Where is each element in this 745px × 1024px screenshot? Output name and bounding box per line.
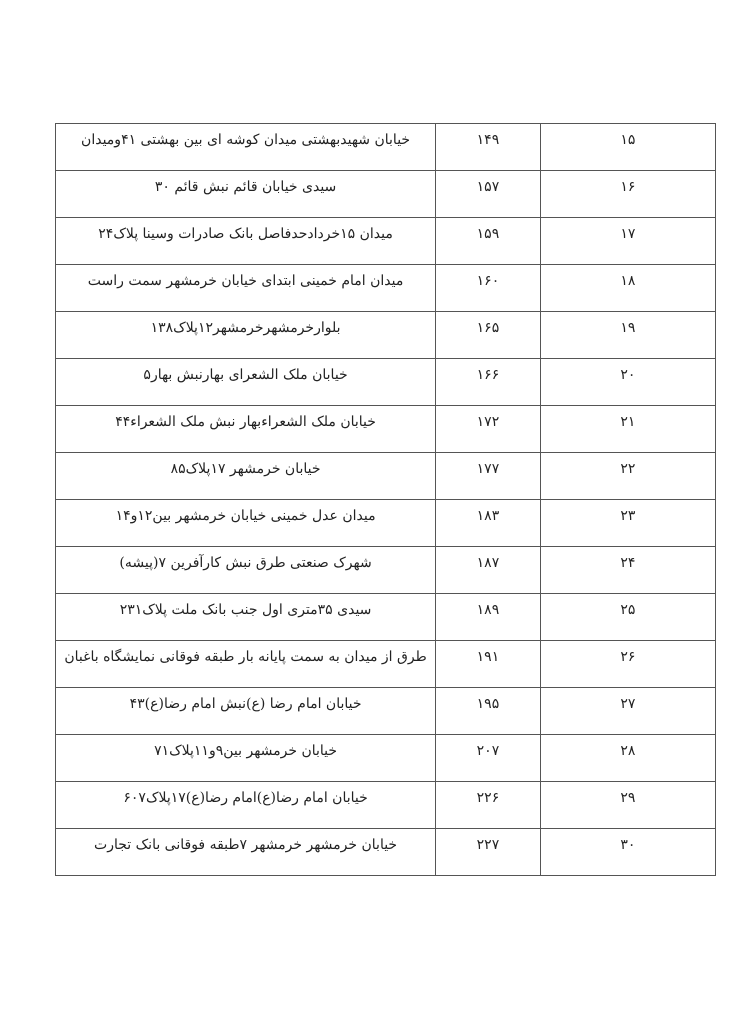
row-index-cell-text: ۲۵ xyxy=(620,602,636,618)
number-cell-text: ۱۷۷ xyxy=(476,461,500,477)
row-index-cell xyxy=(540,453,715,500)
number-cell-text: ۲۲۶ xyxy=(476,790,500,806)
address-cell xyxy=(56,594,436,641)
table-row xyxy=(56,171,716,218)
number-cell-text: ۱۵۷ xyxy=(476,179,500,195)
row-index-cell-text: ۲۳ xyxy=(620,508,636,524)
number-cell xyxy=(436,829,541,876)
address-cell-text: شهرک صنعتی طرق نبش کارآفرین ۷(پیشه) xyxy=(119,555,372,571)
number-cell xyxy=(436,594,541,641)
table-row xyxy=(56,688,716,735)
row-index-cell xyxy=(540,124,715,171)
address-cell xyxy=(56,218,436,265)
row-index-cell xyxy=(540,312,715,359)
row-index-cell xyxy=(540,547,715,594)
row-index-cell xyxy=(540,829,715,876)
number-cell xyxy=(436,453,541,500)
number-cell-text: ۱۶۵ xyxy=(476,320,500,336)
table-row xyxy=(56,312,716,359)
row-index-cell xyxy=(540,641,715,688)
number-cell-text: ۲۰۷ xyxy=(476,743,500,759)
row-index-cell-text: ۱۷ xyxy=(620,226,636,242)
address-cell-text: خیابان خرمشهر ۱۷پلاک۸۵ xyxy=(170,461,321,477)
address-cell-text: طرق از میدان به سمت پایانه بار طبقه فوقانی نمایشگاه باغبان xyxy=(64,649,427,665)
row-index-cell xyxy=(540,735,715,782)
address-cell xyxy=(56,641,436,688)
address-cell-text: خیابان خرمشهر بین۹و۱۱پلاک۷۱ xyxy=(154,743,338,759)
address-cell xyxy=(56,782,436,829)
table-row xyxy=(56,735,716,782)
number-cell-text: ۱۸۳ xyxy=(476,508,500,524)
address-cell xyxy=(56,265,436,312)
number-cell xyxy=(436,124,541,171)
row-index-cell xyxy=(540,359,715,406)
address-cell xyxy=(56,359,436,406)
row-index-cell-text: ۲۷ xyxy=(620,696,636,712)
row-index-cell-text: ۲۰ xyxy=(620,367,636,383)
row-index-cell xyxy=(540,688,715,735)
row-index-cell-text: ۱۵ xyxy=(620,132,636,148)
number-cell xyxy=(436,547,541,594)
address-cell xyxy=(56,735,436,782)
table-body xyxy=(56,124,716,876)
row-index-cell-text: ۳۰ xyxy=(620,837,636,853)
number-cell xyxy=(436,312,541,359)
table-row xyxy=(56,406,716,453)
number-cell xyxy=(436,359,541,406)
table-row xyxy=(56,265,716,312)
address-cell xyxy=(56,406,436,453)
row-index-cell xyxy=(540,406,715,453)
row-index-cell-text: ۲۴ xyxy=(620,555,636,571)
number-cell-text: ۱۷۲ xyxy=(476,414,500,430)
table-row xyxy=(56,594,716,641)
row-index-cell-text: ۱۸ xyxy=(620,273,636,289)
address-cell xyxy=(56,688,436,735)
number-cell-text: ۱۸۹ xyxy=(476,602,500,618)
number-cell-text: ۱۶۰ xyxy=(476,273,500,289)
number-cell xyxy=(436,688,541,735)
number-cell-text: ۱۵۹ xyxy=(476,226,500,242)
address-cell xyxy=(56,547,436,594)
address-table xyxy=(55,123,716,876)
address-cell-text: خیابان امام رضا (ع)نبش امام رضا(ع)۴۳ xyxy=(129,696,362,712)
address-cell xyxy=(56,829,436,876)
row-index-cell xyxy=(540,218,715,265)
number-cell-text: ۲۲۷ xyxy=(476,837,500,853)
row-index-cell-text: ۱۹ xyxy=(620,320,636,336)
number-cell xyxy=(436,641,541,688)
table-row xyxy=(56,453,716,500)
address-cell xyxy=(56,124,436,171)
table-row xyxy=(56,218,716,265)
table-row xyxy=(56,782,716,829)
number-cell-text: ۱۹۱ xyxy=(476,649,500,665)
number-cell xyxy=(436,500,541,547)
number-cell xyxy=(436,171,541,218)
table-row xyxy=(56,359,716,406)
row-index-cell-text: ۲۲ xyxy=(620,461,636,477)
table-row xyxy=(56,500,716,547)
number-cell xyxy=(436,406,541,453)
number-cell xyxy=(436,265,541,312)
number-cell xyxy=(436,218,541,265)
address-cell-text: بلوارخرمشهرخرمشهر۱۲پلاک۱۳۸ xyxy=(150,320,341,336)
table-row xyxy=(56,829,716,876)
number-cell-text: ۱۴۹ xyxy=(476,132,500,148)
row-index-cell xyxy=(540,500,715,547)
table-row xyxy=(56,641,716,688)
row-index-cell-text: ۲۶ xyxy=(620,649,636,665)
table-row xyxy=(56,124,716,171)
address-cell-text: میدان عدل خمینی خیابان خرمشهر بین۱۲و۱۴ xyxy=(115,508,376,524)
row-index-cell-text: ۲۱ xyxy=(620,414,636,430)
address-cell xyxy=(56,312,436,359)
address-cell xyxy=(56,171,436,218)
number-cell xyxy=(436,735,541,782)
row-index-cell xyxy=(540,171,715,218)
row-index-cell xyxy=(540,265,715,312)
address-cell-text: سیدی ۳۵متری اول جنب بانک ملت پلاک۲۳۱ xyxy=(119,602,372,618)
number-cell-text: ۱۸۷ xyxy=(476,555,500,571)
table-row xyxy=(56,547,716,594)
row-index-cell xyxy=(540,782,715,829)
address-cell-text: خیابان خرمشهر خرمشهر ۷طبقه فوقانی بانک تجارت xyxy=(94,837,398,853)
row-index-cell-text: ۲۹ xyxy=(620,790,636,806)
number-cell-text: ۱۶۶ xyxy=(476,367,500,383)
number-cell xyxy=(436,782,541,829)
address-cell-text: میدان امام خمینی ابتدای خیابان خرمشهر سمت راست xyxy=(87,273,404,289)
row-index-cell-text: ۲۸ xyxy=(620,743,636,759)
number-cell-text: ۱۹۵ xyxy=(476,696,500,712)
address-cell-text: میدان ۱۵خردادحدفاصل بانک صادرات وسینا پلاک۲۴ xyxy=(98,226,393,242)
address-cell-text: خیابان امام رضا(ع)امام رضا(ع)۱۷پلاک۶۰۷ xyxy=(123,790,368,806)
address-cell-text: خیابان ملک الشعراءبهار نبش ملک الشعراء۴۴ xyxy=(115,414,376,430)
address-cell xyxy=(56,453,436,500)
address-cell xyxy=(56,500,436,547)
address-cell-text: سیدی خیابان قائم نبش قائم ۳۰ xyxy=(154,179,337,195)
address-cell-text: خیابان شهیدبهشتی میدان کوشه ای بین بهشتی ۴۱ومیدان xyxy=(81,132,411,148)
address-cell-text: خیابان ملک الشعرای بهارنبش بهار۵ xyxy=(143,367,348,383)
row-index-cell-text: ۱۶ xyxy=(620,179,636,195)
row-index-cell xyxy=(540,594,715,641)
